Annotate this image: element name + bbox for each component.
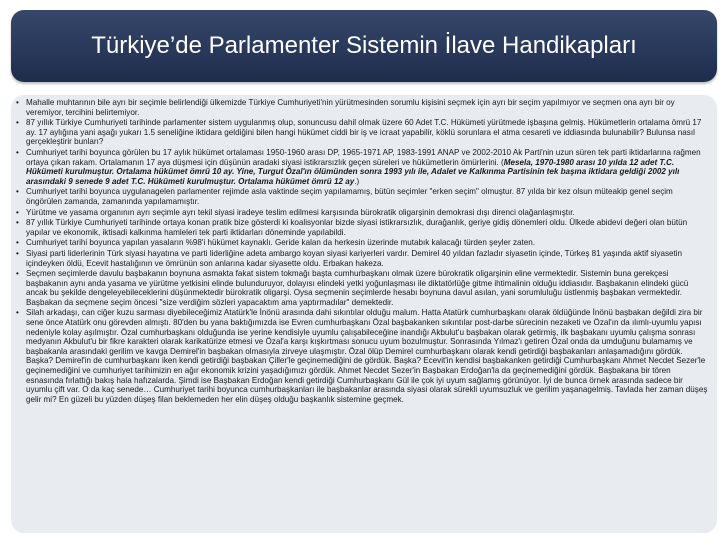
bullet-text: Cumhuriyet tarihi boyunca yapılan yasaların %98'i hükümet kaynaklı. Geride kalan da herkesin üzerinde mutabık kalacağı türden şeyler zaten. — [26, 238, 536, 248]
bullet-icon: • — [16, 218, 19, 228]
bullet-text-end: .) — [354, 176, 360, 186]
bullet-icon: • — [16, 308, 19, 318]
bullet-item — [16, 308, 709, 404]
bullet-item — [16, 148, 709, 186]
bullet-list — [11, 98, 717, 404]
bullet-item — [16, 269, 709, 307]
bullet-icon: • — [16, 147, 19, 157]
bullet-text: Seçmen seçimlerde davulu başbakanın boynuna asmakta fakat sistem tokmağı başta cumhurbaşkanı olmak üzere bürokratik oligarşinin eline vermektedir. Sistemin buna gerekçesi başbakanın aynı anda yasama ve yürütme yetkisini elinde bulunduruyor, dolayısı elindeki yetki yoğunlaşması ile diktatörlüğe gitme ihtimalinin olduğu iddiasıdır. Başbakanın elindeki gücü ancak bu şekilde dengeleyebileceklerini düşünmektedir bürokratik oligarşi. Oysa seçmenin seçimlerde hesabı boynuna davul asılan, yani sorumluluğu üstlenmiş başbakan vermektedir. Başbakan da seçmene seçim öncesi "size verdiğim sözleri yapacaktım ama yaptırmadılar" demektedir. — [26, 269, 689, 307]
bullet-text: Siyasi parti liderlerinin Türk siyasi hayatına ve parti liderliğine adeta ambargo koyan siyasi kariyerleri vardır. Demirel 40 yıldan fazladır siyasetin içinde, Türkeş 81 yaşında aktif siyasetin içindeyken öldü, Ecevit hastalığının ve ömrünün son anlarına kadar siyasette oldu. Erbakan hakeza. — [26, 248, 683, 268]
bullet-text: Mahalle muhtarının bile ayrı bir seçimle belirlendiği ülkemizde Türkiye Cumhuriyeti'nin yürütmesinden sorumlu kişisini seçmek için ayrı bir seçim yapılmıyor ve seçmen ona ayrı bir oy veremiyor, tercihini belirtemiyor. — [26, 98, 675, 117]
bullet-text: Cumhuriyet tarihi boyunca uygulanagelen parlamenter rejimde asla vaktinde seçim yapılamamış, bütün seçimler "erken seçim" olmuştur. 87 yılda bir kez olsun müteakip genel seçim öngörülen zamanda, zamanında yapılamamıştır. — [26, 187, 673, 206]
bullet-item — [16, 208, 709, 218]
bullet-text: 87 yıllık Türkiye Cumhuriyeti tarihinde parlamenter sistem uygulanmış olup, sonuncusu dahil olmak üzere 60 Adet T.C. Hükümeti yürütmede işbaşına gelmiş. Hükümetlerin ortalama ömrü 17 ay. 17 aylığına yani aşağı yukarı 1.5 seneliğine iktidara geldiğini bilen hangi hükümet ciddi bir iş ve icraat yapabilir, köklü sorunlara el atma cesareti ve iddiasında bulunabilir? Bulunsa nasıl gerçekleştirir bunları? — [26, 118, 702, 147]
title-band — [11, 10, 717, 82]
bullet-text: 87 yıllık Türkiye Cumhuriyeti tarihinde ortaya konan pratik bize gösterdi ki koalisyonlar bizde siyasi istikrarsızlık, durağanlık, geriye gidiş dönemleri oldu. Ülkede abidevi değeri olan bütün yapılar ve ekonomik, iktisadi kalkınma hamleleri tek parti iktidarları döneminde yapılabildi. — [26, 218, 688, 237]
bullet-text: Cumhuriyet tarihi boyunca görülen bu 17 aylık hükümet ortalaması 1950-1960 arası DP, 1965-1971 AP, 1983-1991 ANAP ve 2002-2010 Ak Parti'nin uzun süren tek parti iktidarlarına rağmen ortaya çıkan rakam. Ortalamanın 17 aya düşmesi için düşünün aradaki siyasi istikrarsızlık geçen süreleri ve hükümetlerin ömürlerini. ( — [26, 147, 701, 167]
bullet-icon: • — [16, 98, 19, 107]
bullet-text: Silah arkadaşı, can ciğer kuzu sarması diyebileceğimiz Atatürk'le İnönü arasında dahi sıkıntılar olduğu malum. Hatta Atatürk cumhurbaşkanı olarak öldüğünde İnönü başbakan değildi zira bir sene önce Atatürk onu görevden almıştı. 80'den bu yana baktığımızda ise Evren cumhurbaşkanı Özal başbakanken sıkıntılar post-darbe sürecinin nezaketi ve Özal'ın da ılımlı-uyumlu yapısı nedeniyle kolay aşılmıştır. Özal cumhurbaşkanı olduğunda ise yerine kendisiyle uyumlu çalışabileceğine inandığı Akbulut'u başbakan olarak getirmiş, ilk başbakanı uyumlu çalışma sonrası medyanın Akbulut'u bir fikre karakteri olarak karikatürize etmesi ve Özal'a karşı kışkırtması sonucu uyum bozulmuştur. Sonrasında Yılmaz'ı getiren Özal onda da umduğunu bulamamış ve başbakanla arasındaki gerilim ve kavga Demirel'in başbakan olmasıyla zirveye ulaşmıştır. Özal ölüp Demirel cumhurbaşkanı olarak kendi getirdiği başbakanları anlaşamadığını gördük. Başka? Demirel'in de cumhurbaşkanı iken kendi getirdiği başbakan Çiller'le geçinemediğini de gördük. Başka? Ecevit'in kendisi başbakanken getirdiği Cumhurbaşkanı Ahmet Necdet Sezer'le geçinemediğini ve cumhuriyet tarihimizin en ağır ekonomik krizini yaşadığımızı gördük. Ahmet Necdet Sezer'in Başbakan Erdoğan'la da geçinemediğini gördük. Başbakana bir tören esnasında fırlattığı bakış hala hafızalarda. Şimdi ise Başbakan Erdoğan kendi getirdiği Cumhurbaşkanı Gül ile çok iyi uyum sağlamış görünüyor. İyi de bunca örnek arasında sadece bir uyumlu çift var. O da kaç senede… Cumhuriyet tarihi boyunca cumhurbaşkanları ile başbakanlar arasında siyasi olarak sürekli uyumsuzluk ve gerilim yaşanagelmiş. Tavlada her zaman düşeş gelir mi? En güzeli bu yüzden düşeş filan beklemeden her elin düşeş olduğu başkanlık sistemine geçmek. — [26, 308, 708, 404]
bullet-emphasis-text: Mesela, 1970-1980 arası 10 yılda 12 adet T.C. Hükümeti kurulmuştur. Ortalama hükümet ömrü 10 ay. Yine, Turgut Özal'ın ölümünden sonra 1993 yılı ile, Adalet ve Kalkınma Partisinin tek başına iktidara geldiği 2002 yılı arasındaki 9 senede 9 adet T.C. Hükümeti kurulmuştur. Ortalama hükümet ömrü 12 ay — [26, 157, 680, 186]
bullet-icon: • — [16, 207, 19, 217]
bullet-item — [16, 218, 709, 237]
bullet-icon: • — [16, 187, 19, 197]
bullet-text: Yürütme ve yasama organının ayrı seçimle ayrı tekil siyasi iradeye teslim edilmesi karşısında bürokratik oligarşinin demokrasi dışı direnci olağanlaşmıştır. — [26, 207, 575, 217]
bullet-icon: • — [16, 269, 19, 279]
bullet-icon: • — [16, 238, 19, 248]
bullet-item — [16, 187, 709, 206]
bullet-item — [16, 118, 709, 147]
content-panel — [11, 95, 717, 533]
bullet-icon: • — [16, 248, 19, 258]
bullet-icon: • — [16, 118, 19, 128]
bullet-item — [16, 238, 709, 248]
slide-title: Türkiye’de Parlamenter Sistemin İlave Handikapları — [91, 32, 637, 59]
bullet-item — [16, 249, 709, 268]
bullet-item — [16, 98, 709, 117]
